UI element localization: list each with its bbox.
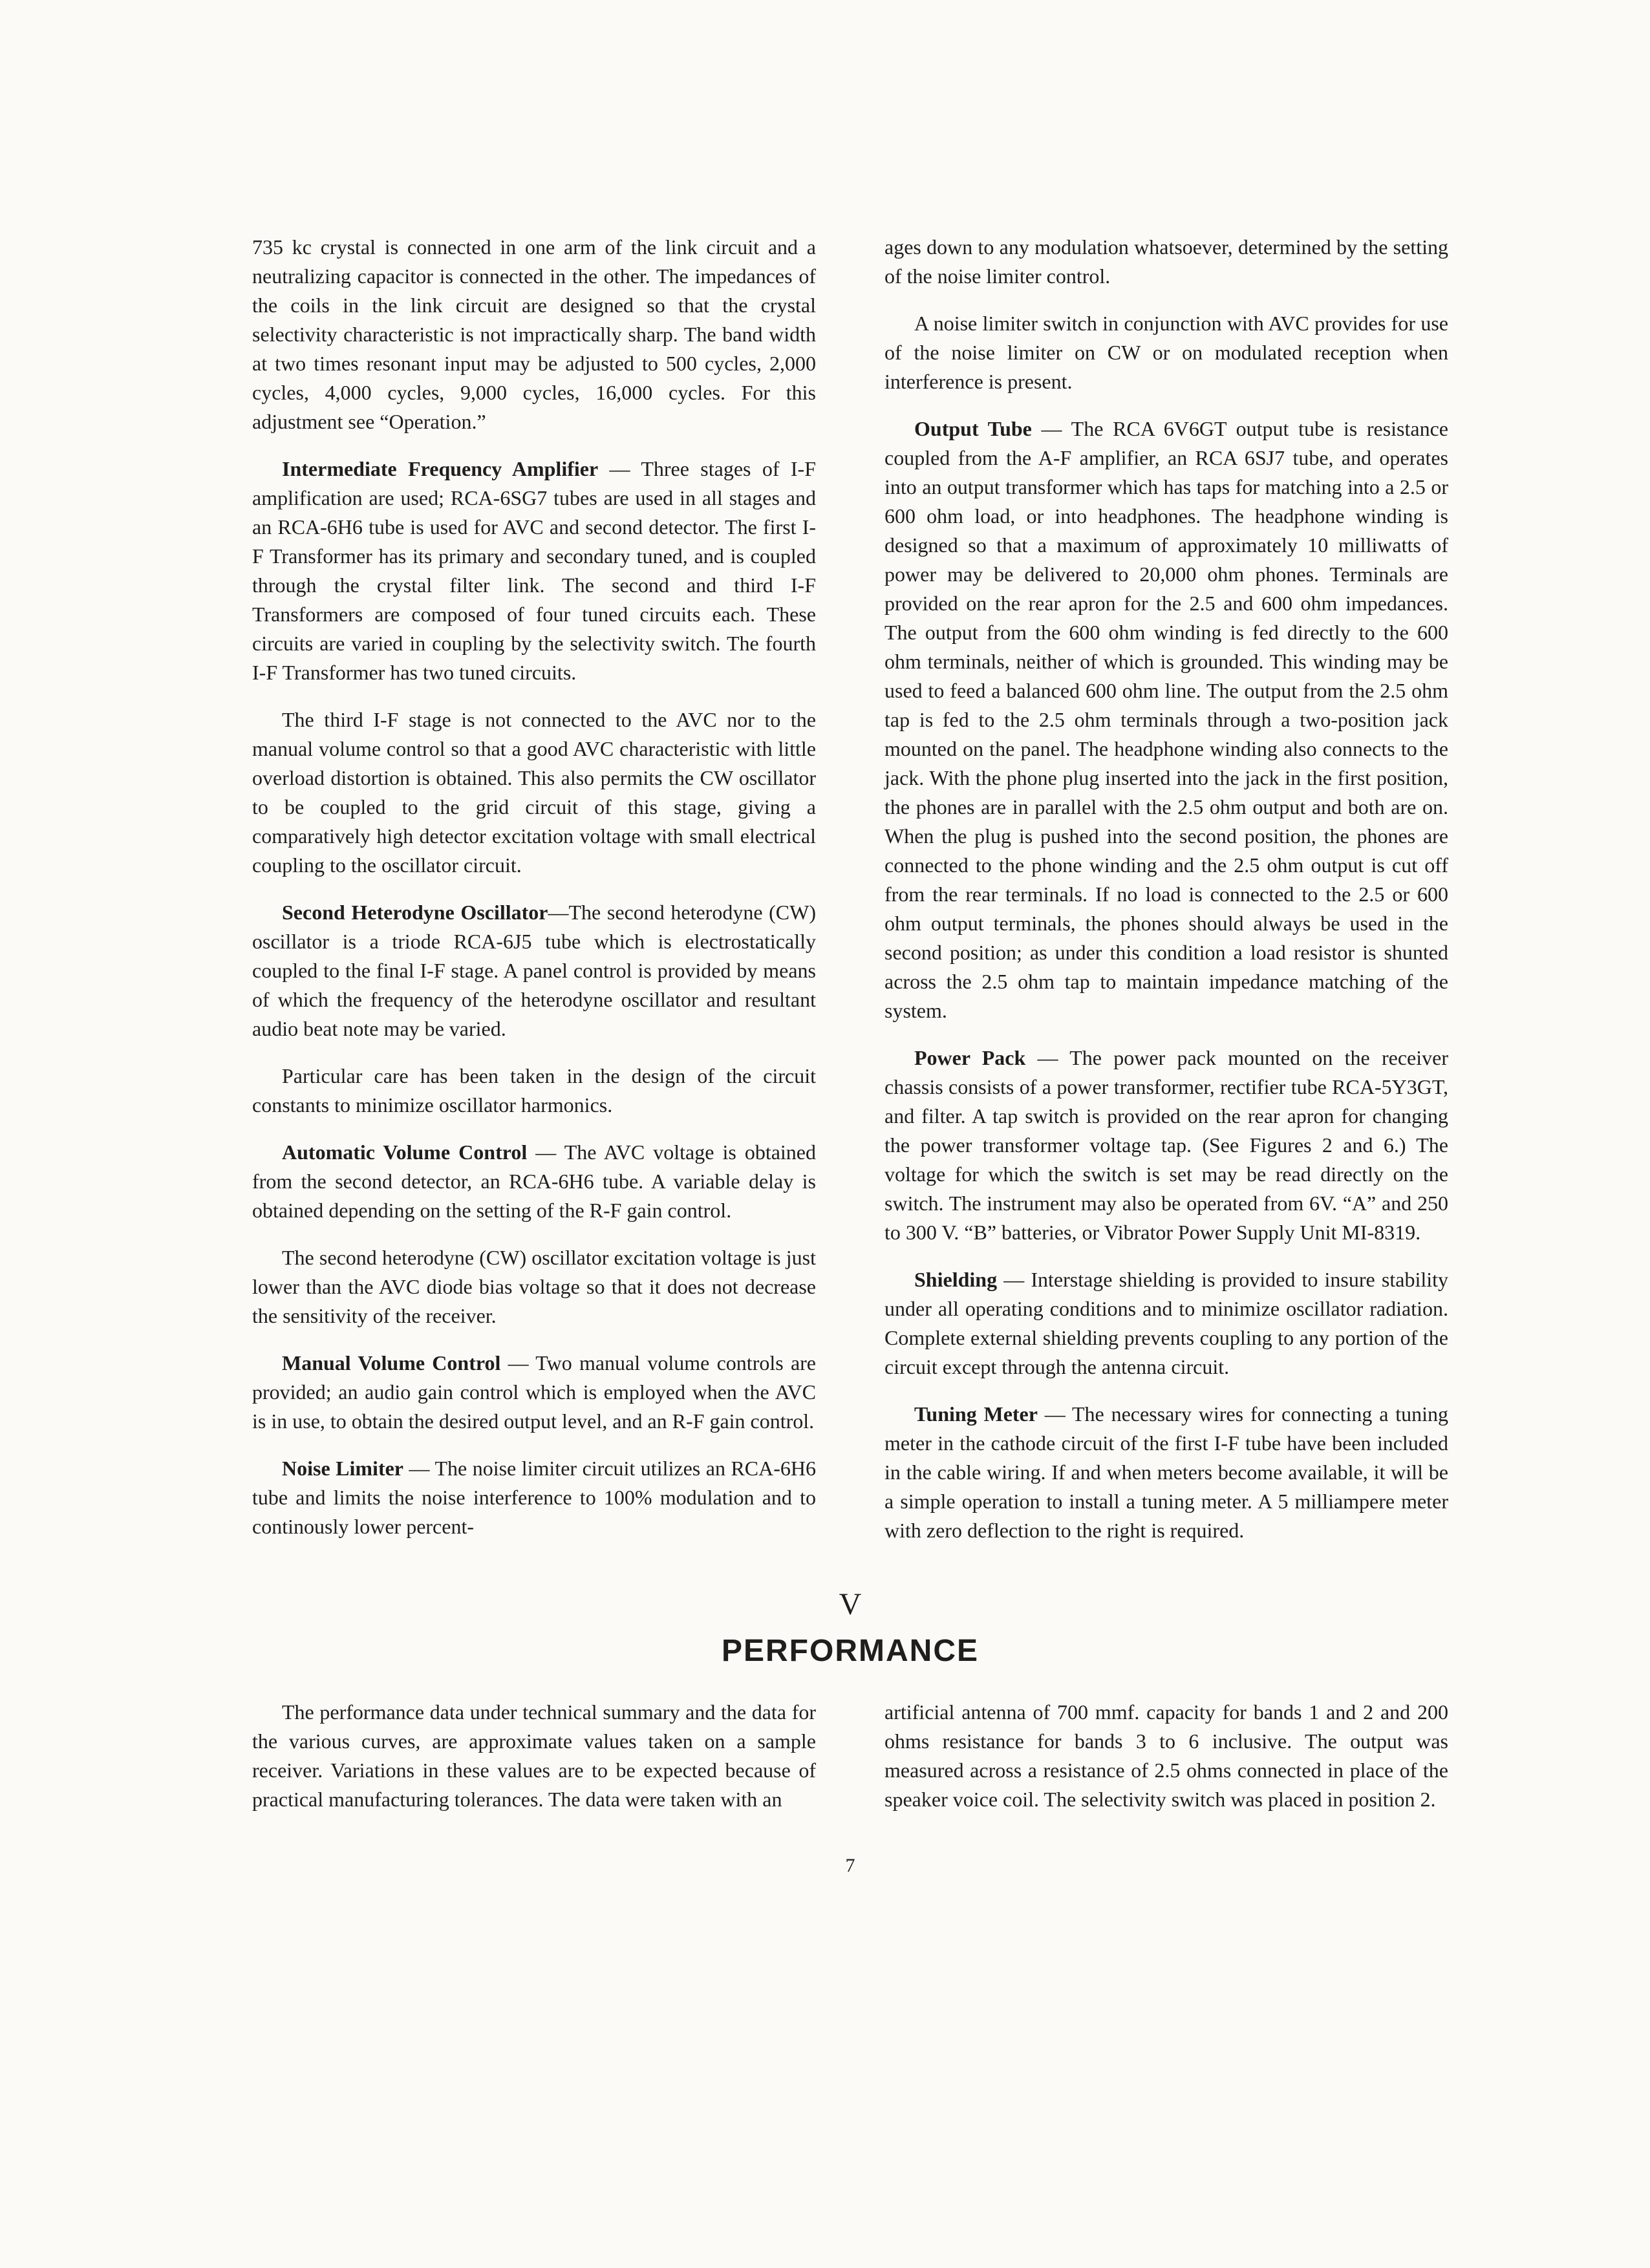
para-if-amplifier xyxy=(252,455,816,687)
para-cw-excitation xyxy=(252,1243,816,1331)
left-column xyxy=(252,233,816,1563)
para-lead: Automatic Volume Control xyxy=(282,1140,528,1164)
main-text-columns xyxy=(252,233,1448,1563)
para-text: — The AVC voltage is obtained from the second detector, an RCA-6H6 tube. A variable delay is obtained depending on the setting of the R-F gain control. xyxy=(252,1140,816,1222)
para-lead: Intermediate Frequency Amplifier xyxy=(282,457,599,480)
para-manual-volume-control xyxy=(252,1349,816,1436)
para-tuning-meter xyxy=(884,1400,1448,1545)
para-lead: Noise Limiter xyxy=(282,1457,404,1480)
right-column xyxy=(884,233,1448,1563)
section-title: PERFORMANCE xyxy=(721,1634,979,1668)
para-third-if-stage xyxy=(252,705,816,880)
para-circuit-constants xyxy=(252,1062,816,1120)
page-content xyxy=(252,233,1448,1878)
para-text: The performance data under technical summary and the data for the various curves, are approximate values taken on a sample receiver. Variations in these values are to be expected because of practical manufacturing tolerances. The data were taken with an xyxy=(252,1700,816,1811)
para-text: — The necessary wires for connecting a tuning meter in the cathode circuit of the first I-F tube have been included in the cable wiring. If and when meters become available, it will be a simple operation to install a tuning meter. A 5 milliampere meter with zero deflection to the right is required. xyxy=(884,1402,1449,1542)
para-text: —The second heterodyne (CW) oscillator is a triode RCA-6J5 tube which is electrostatically coupled to the final I-F stage. A panel control is provided by means of which the frequency of the heterodyne oscillator and resultant audio beat note may be varied. xyxy=(252,901,816,1040)
para-text: — The RCA 6V6GT output tube is resistance coupled from the A-F amplifier, an RCA 6SJ7 tube, and operates into an output transformer which has taps for matching into a 2.5 or 600 ohm load, or into headphones. The headphone winding is designed so that a maximum of approximately 10 milliwatts of power may be delivered to 20,000 ohm phones. Terminals are provided on the rear apron for the 2.5 and 600 ohm impedances. The output from the 600 ohm winding is fed directly to the 600 ohm terminals, neither of which is grounded. This winding may be used to feed a balanced 600 ohm line. The output from the 2.5 ohm tap is fed to the 2.5 ohm terminals through a two-position jack mounted on the panel. The headphone winding also connects to the jack. With the phone plug inserted into the jack in the first position, the phones are in parallel with the 2.5 ohm output and both are on. When the plug is pushed into the second position, the phones are connected to the phone winding and the 2.5 ohm output is cut off from the rear terminals. If no load is connected to the 2.5 or 600 ohm output terminals, the phones should always be used in the second position; as under this condition a load resistor is shunted across the 2.5 ohm tap to maintain impedance matching of the system. xyxy=(884,417,1449,1022)
para-text: — The power pack mounted on the receiver chassis consists of a power transformer, rectifier tube RCA-5Y3GT, and filter. A tap switch is provided on the rear apron for changing the power transformer voltage tap. (See Figures 2 and 6.) The voltage for which the switch is set may be read directly on the switch. The instrument may also be operated from 6V. “A” and 250 to 300 V. “B” batteries, or Vibrator Power Supply Unit MI-8319. xyxy=(884,1046,1449,1244)
para-lead: Power Pack xyxy=(914,1046,1026,1069)
para-noise-limiter-continued xyxy=(884,233,1448,291)
para-second-heterodyne xyxy=(252,898,816,1043)
para-crystal-link xyxy=(252,233,816,436)
performance-columns xyxy=(252,1698,1448,1832)
para-shielding xyxy=(884,1265,1448,1382)
page-number: 7 xyxy=(845,1855,855,1876)
para-text: A noise limiter switch in conjunction with AVC provides for use of the noise limiter on CW or on modulated reception when interference is present. xyxy=(884,312,1448,393)
para-text: artificial antenna of 700 mmf. capacity for bands 1 and 2 and 200 ohms resistance for bands 3 to 6 inclusive. The output was measured across a resistance of 2.5 ohms connected in place of the speaker voice coil. The selectivity switch was placed in position 2. xyxy=(884,1700,1448,1811)
section-numeral: V xyxy=(839,1587,862,1621)
para-text: Particular care has been taken in the design of the circuit constants to minimize oscillator harmonics. xyxy=(252,1064,816,1117)
para-performance-left xyxy=(252,1698,816,1814)
performance-left-column xyxy=(252,1698,816,1832)
para-text: — Three stages of I-F amplification are used; RCA-6SG7 tubes are used in all stages and an RCA-6H6 tube is used for AVC and second detector. The first I-F Transformer has its primary and secondary tuned, and is coupled through the crystal filter link. The second and third I-F Transformers are composed of four tuned circuits each. These circuits are varied in coupling by the selectivity switch. The fourth I-F Transformer has two tuned circuits. xyxy=(252,457,817,684)
para-text: — Two manual volume controls are provided; an audio gain control which is employed when the AVC is in use, to obtain the desired output level, and an R-F gain control. xyxy=(252,1351,817,1433)
para-lead: Second Heterodyne Oscillator xyxy=(282,901,548,924)
para-power-pack xyxy=(884,1043,1448,1247)
para-lead: Tuning Meter xyxy=(914,1402,1038,1426)
para-automatic-volume-control xyxy=(252,1138,816,1225)
performance-right-column xyxy=(884,1698,1448,1832)
para-noise-limiter-switch xyxy=(884,309,1448,396)
para-lead: Output Tube xyxy=(914,417,1032,440)
para-output-tube xyxy=(884,414,1448,1025)
para-lead: Shielding xyxy=(914,1268,998,1291)
para-lead: Manual Volume Control xyxy=(282,1351,501,1375)
para-text: ages down to any modulation whatsoever, determined by the setting of the noise limiter control. xyxy=(884,235,1448,288)
para-text: The second heterodyne (CW) oscillator excitation voltage is just lower than the AVC diode bias voltage so that it does not decrease the sensitivity of the receiver. xyxy=(252,1246,816,1327)
para-noise-limiter xyxy=(252,1454,816,1541)
para-performance-right xyxy=(884,1698,1448,1814)
para-text: — The noise limiter circuit utilizes an RCA-6H6 tube and limits the noise interference to 100% modulation and to continously lower percent- xyxy=(252,1457,817,1538)
section-heading xyxy=(252,1587,1448,1669)
para-text: 735 kc crystal is connected in one arm of the link circuit and a neutralizing capacitor is connected in the other. The impedances of the coils in the link circuit are designed so that the crystal selectivity characteristic is not impractically sharp. The band width at two times resonant input may be adjusted to 500 cycles, 2,000 cycles, 4,000 cycles, 9,000 cycles, 16,000 cycles. For this adjustment see “Operation.” xyxy=(252,235,816,433)
para-text: The third I-F stage is not connected to the AVC nor to the manual volume control so that a good AVC characteristic with little overload distortion is obtained. This also permits the CW oscillator to be coupled to the grid circuit of this stage, giving a comparatively high detector excitation voltage with small electrical coupling to the oscillator circuit. xyxy=(252,708,816,877)
para-text: — Interstage shielding is provided to insure stability under all operating conditions and to minimize oscillator radiation. Complete external shielding prevents coupling to any portion of the circuit except through the antenna circuit. xyxy=(884,1268,1448,1378)
